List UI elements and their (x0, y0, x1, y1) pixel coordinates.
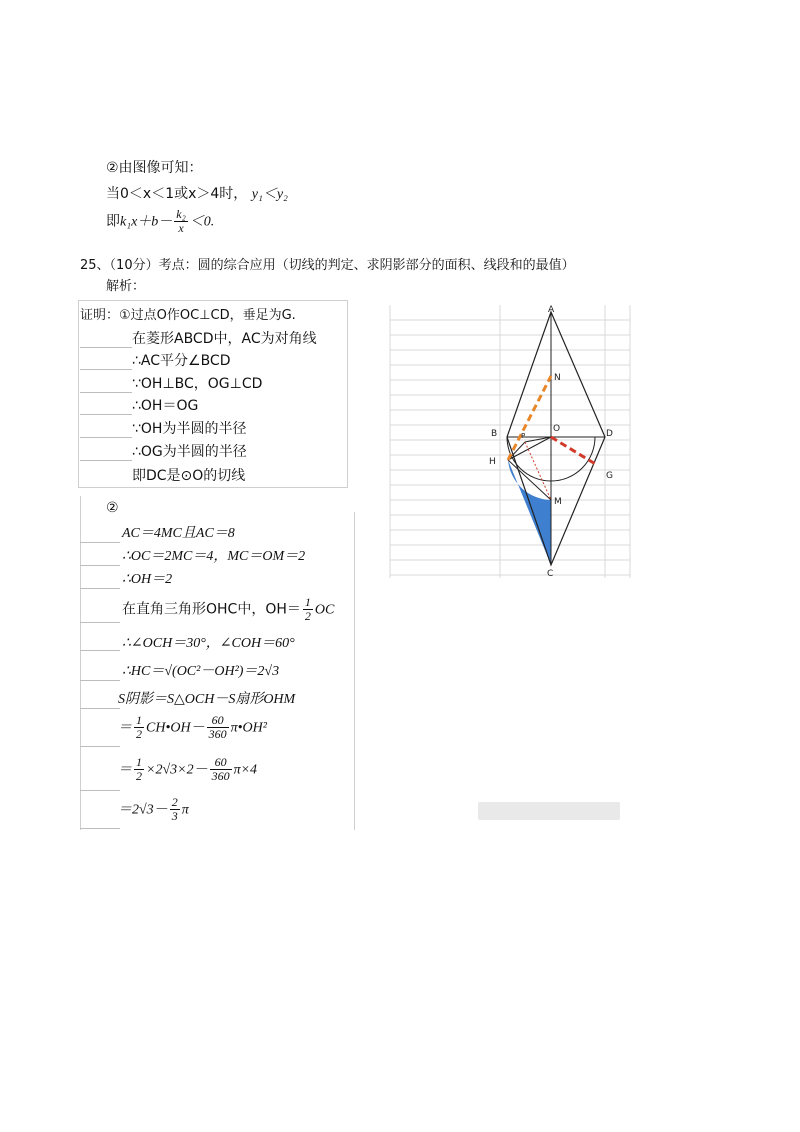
label-p: P (521, 432, 526, 440)
fraction-den: 2 (136, 769, 142, 783)
part2-heading: ②由图像可知： (106, 160, 203, 176)
proof2-l8-end: π•OH² (230, 720, 267, 736)
proof2-l10-frac (170, 796, 180, 823)
proof2-line: ∴OH＝2 (122, 572, 173, 587)
proof2-rule (80, 650, 120, 651)
blurred-watermark (478, 802, 620, 820)
fraction-den: 360 (208, 727, 227, 741)
part2-result-expr: k₁x＋b－ (120, 214, 173, 230)
label-g: G (606, 471, 613, 481)
fraction-den: 360 (211, 769, 230, 783)
proof2-l8-frac1 (134, 714, 144, 741)
proof2-right-border (354, 512, 355, 830)
label-o: O (553, 424, 561, 434)
proof2-l9-pre: ＝ (118, 762, 132, 778)
proof2-line: ∴HC＝√(OC²－OH²)＝2√3 (122, 664, 280, 679)
proof2-rule (80, 790, 120, 791)
dashed-hn (508, 376, 551, 460)
label-b: B (491, 429, 498, 439)
proof1-rule (80, 437, 132, 438)
part2-result-suffix: ＜0. (189, 214, 215, 230)
fraction-den: 2 (136, 727, 142, 741)
proof2-l4-fraction (303, 596, 313, 623)
fraction-num: 60 (207, 714, 229, 728)
proof1-rule (80, 369, 132, 370)
fraction-num: 1 (136, 713, 142, 727)
proof1-rule (80, 392, 132, 393)
part2-condition-inequality: y₁＜y₂ (251, 187, 288, 202)
proof1-line: ∴OH＝OG (132, 398, 199, 414)
proof2-rule (80, 565, 120, 566)
fraction-num: 1 (136, 755, 142, 769)
label-m: M (554, 497, 562, 507)
proof2-line: ∴∠OCH＝30°，∠COH＝60° (122, 636, 295, 651)
proof1-rule (80, 460, 132, 461)
proof2-line (118, 714, 267, 741)
proof2-line (118, 756, 257, 783)
proof2-area-lhs: S阴影 (118, 692, 153, 707)
proof2-rule (80, 746, 120, 747)
proof2-rule (80, 588, 120, 589)
proof2-l9-frac1 (134, 756, 144, 783)
proof2-l8-frac2 (207, 714, 229, 741)
proof2-line (122, 596, 334, 623)
proof2-l9-mid: ×2√3×2－ (146, 762, 208, 778)
fraction-num: 2 (171, 795, 178, 809)
proof2-marker: ② (106, 500, 119, 516)
proof2-line (118, 796, 189, 823)
part2-condition-text: 当0＜x＜1或x＞4时， (106, 186, 248, 202)
part2-fraction-den: x (178, 221, 184, 235)
proof2-line: AC＝4MC且AC＝8 (122, 526, 235, 541)
proof1-line: 证明：①过点O作OC⊥CD，垂足为G. (80, 308, 296, 323)
proof1-line: ∴OG为半圆的半径 (132, 444, 247, 460)
proof2-l9-end: π×4 (233, 762, 258, 778)
proof1-line: 即DC是⊙O的切线 (132, 468, 246, 484)
dashed-og (551, 437, 597, 465)
part2-fraction-num: k₂ (176, 207, 186, 221)
proof2-rule (80, 828, 120, 829)
proof1-rule (80, 414, 132, 415)
proof2-rule (80, 542, 120, 543)
proof2-area-rhs: ＝S△OCH－S扇形OHM (153, 692, 296, 707)
dotted-pm (525, 442, 551, 500)
label-h: H (489, 457, 496, 467)
q25-analysis-label: 解析： (106, 279, 146, 294)
part2-fraction (174, 208, 188, 235)
proof1-rule (80, 347, 132, 348)
label-a: A (548, 305, 555, 315)
fraction-num: 60 (210, 756, 232, 770)
proof2-l9-frac2 (210, 756, 232, 783)
part2-result-line (106, 208, 214, 235)
part2-condition-line (106, 183, 288, 203)
proof1-line: 在菱形ABCD中，AC为对角线 (132, 331, 317, 347)
geometry-figure (385, 300, 635, 585)
proof2-l10-pre: ＝2√3－ (118, 802, 168, 818)
proof2-line (118, 688, 295, 708)
label-d: D (606, 429, 613, 439)
fraction-den: 2 (304, 609, 311, 623)
part2-result-prefix: 即 (106, 213, 120, 230)
proof2-left-border (80, 496, 81, 830)
proof2-l10-end: π (181, 802, 189, 818)
proof2-rule (80, 680, 120, 681)
label-n: N (554, 373, 561, 383)
proof2-l4-suffix: OC (314, 602, 335, 618)
proof2-l8-pre: ＝ (118, 720, 132, 736)
proof2-l4-prefix: 在直角三角形OHC中，OH＝ (122, 601, 301, 618)
figure-grid (390, 305, 630, 578)
proof2-l8-mid: CH•OH－ (146, 720, 205, 736)
proof1-line: ∴AC平分∠BCD (132, 353, 231, 369)
proof1-line: ∵OH⊥BC，OG⊥CD (132, 376, 263, 392)
q25-header: 25、（10分）考点：圆的综合应用（切线的判定、求阴影部分的面积、线段和的最值） (80, 258, 575, 273)
label-c: C (547, 569, 554, 579)
proof2-line: ∴OC＝2MC＝4，MC＝OM＝2 (122, 549, 306, 564)
fraction-num: 1 (304, 595, 311, 609)
fraction-den: 3 (171, 809, 178, 823)
proof2-rule (80, 622, 120, 623)
proof2-rule (80, 708, 120, 709)
proof1-line: ∵OH为半圆的半径 (132, 421, 247, 437)
